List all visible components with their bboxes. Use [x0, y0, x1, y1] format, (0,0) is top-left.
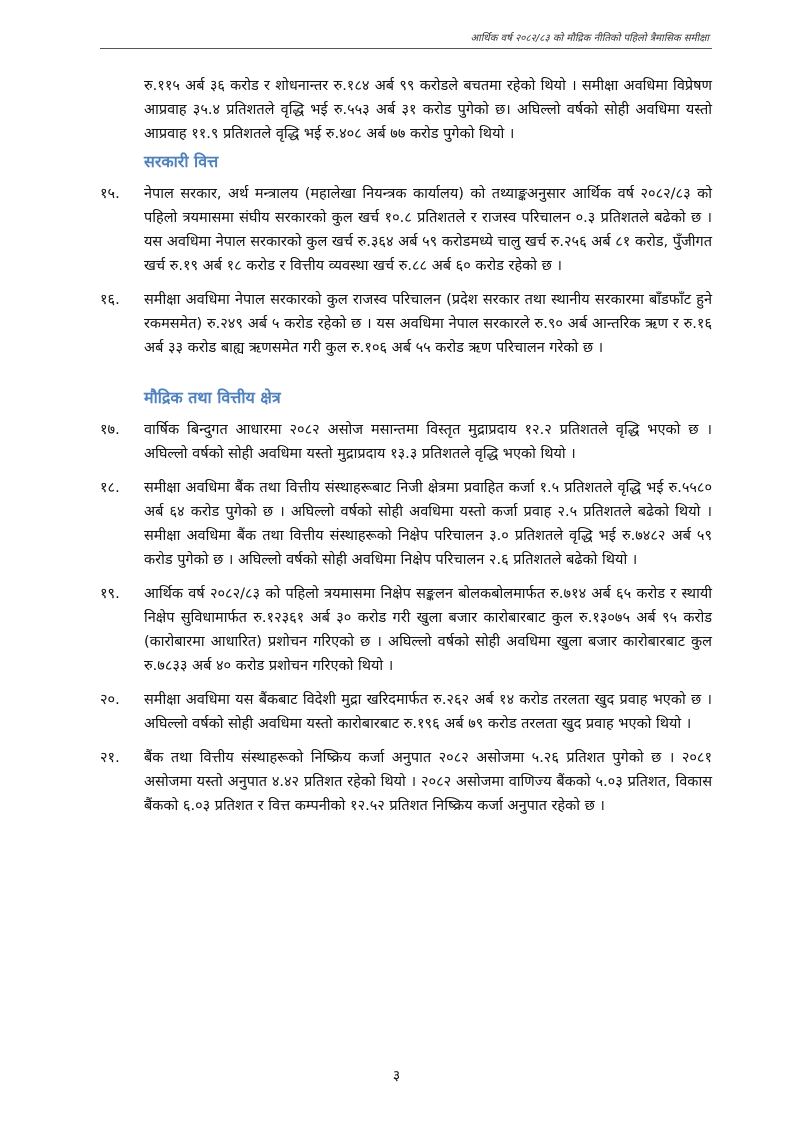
paragraph-number: १५.	[100, 186, 120, 202]
paragraph-number: २०.	[100, 692, 120, 708]
section-heading-monetary-financial: मौद्रिक तथा वित्तीय क्षेत्र	[144, 388, 281, 407]
paragraph-text: समीक्षा अवधिमा बैंक तथा वित्तीय संस्थाहरूबाट निजी क्षेत्रमा प्रवाहित कर्जा १.५ प्रतिशतले वृद्धि भई रु.५५८० अर्ब ६४ करोड पुगेको छ । अघिल्लो वर्षको सोही अवधिमा यस्तो कर्जा प्रवाह २.५ प्रतिशतले बढेको थियो । समीक्षा अवधिमा बैंक तथा वित्तीय संस्थाहरूको निक्षेप परिचालन ३.० प्रतिशतले वृद्धि भई रु.७४८२ अर्ब ५९ करोड पुगेको छ । अघिल्लो वर्षको सोही अवधिमा निक्षेप परिचालन २.६ प्रतिशतले बढेको थियो ।	[144, 480, 712, 568]
paragraph-17	[100, 418, 712, 466]
paragraph-15	[100, 182, 712, 278]
paragraph-number: १६.	[100, 292, 120, 308]
intro-paragraph: रु.११५ अर्ब ३६ करोड र शोधनान्तर रु.१८४ अर्ब ९९ करोडले बचतमा रहेको थियो । समीक्षा अवधिमा विप्रेषण आप्रवाह ३५.४ प्रतिशतले वृद्धि भई रु.५५३ अर्ब ३१ करोड पुगेको छ। अघिल्लो वर्षको सोही अवधिमा यस्तो आप्रवाह ११.९ प्रतिशतले वृद्धि भई रु.४०८ अर्ब ७७ करोड पुगेको थियो ।	[144, 78, 712, 142]
paragraph-19	[100, 582, 712, 678]
paragraph-text: आर्थिक वर्ष २०८२/८३ को पहिलो त्रयमासमा निक्षेप सङ्कलन बोलकबोलमार्फत रु.७१४ अर्ब ६५ करोड र स्थायी निक्षेप सुविधामार्फत रु.१२३६१ अर्ब ३० करोड गरी खुला बजार कारोबारबाट कुल रु.१३०७५ अर्ब ९५ करोड (कारोबारमा आधारित) प्रशोचन गरिएको छ । अघिल्लो वर्षको सोही अवधिमा खुला बजार कारोबारबाट कुल रु.७८३३ अर्ब ४० करोड प्रशोचन गरिएको थियो ।	[144, 586, 712, 674]
paragraph-number: २१.	[100, 750, 120, 766]
paragraph-number: १७.	[100, 422, 120, 438]
paragraph-16	[100, 288, 712, 360]
paragraph-text: बैंक तथा वित्तीय संस्थाहरूको निष्क्रिय कर्जा अनुपात २०८२ असोजमा ५.२६ प्रतिशत पुगेको छ । २०८१ असोजमा यस्तो अनुपात ४.४२ प्रतिशत रहेको थियो । २०८२ असोजमा वाणिज्य बैंकको ५.०३ प्रतिशत, विकास बैंकको ६.०३ प्रतिशत र वित्त कम्पनीको १२.५२ प्रतिशत निष्क्रिय कर्जा अनुपात रहेको छ ।	[144, 750, 712, 814]
running-header: आर्थिक वर्ष २०८२/८३ को मौद्रिक नीतिको पहिलो त्रैमासिक समीक्षा	[470, 33, 709, 44]
page-number: ३	[392, 1068, 401, 1084]
header-rule	[100, 48, 712, 49]
page-content	[100, 74, 712, 828]
section-heading-government-finance: सरकारी वित्त	[144, 152, 219, 171]
paragraph-text: वार्षिक बिन्दुगत आधारमा २०८२ असोज मसान्तमा विस्तृत मुद्राप्रदाय १२.२ प्रतिशतले वृद्धि भएको छ । अघिल्लो वर्षको सोही अवधिमा यस्तो मुद्राप्रदाय १३.३ प्रतिशतले वृद्धि भएको थियो ।	[144, 422, 712, 462]
paragraph-number: १९.	[100, 586, 120, 602]
paragraph-21	[100, 746, 712, 818]
paragraph-18	[100, 476, 712, 572]
paragraph-text: नेपाल सरकार, अर्थ मन्त्रालय (महालेखा नियन्त्रक कार्यालय) को तथ्याङ्कअनुसार आर्थिक वर्ष २०८२/८३ को पहिलो त्रयमासमा संघीय सरकारको कुल खर्च १०.८ प्रतिशतले र राजस्व परिचालन ०.३ प्रतिशतले बढेको छ । यस अवधिमा नेपाल सरकारको कुल खर्च रु.३६४ अर्ब ५९ करोडमध्ये चालु खर्च रु.२५६ अर्ब ८१ करोड, पुँजीगत खर्च रु.१९ अर्ब १८ करोड र वित्तीय व्यवस्था खर्च रु.८८ अर्ब ६० करोड रहेको छ ।	[144, 186, 712, 274]
paragraph-text: समीक्षा अवधिमा नेपाल सरकारको कुल राजस्व परिचालन (प्रदेश सरकार तथा स्थानीय सरकारमा बाँडफाँट हुने रकमसमेत) रु.२४९ अर्ब ५ करोड रहेको छ । यस अवधिमा नेपाल सरकारले रु.९० अर्ब आन्तरिक ऋण र रु.१६ अर्ब ३३ करोड बाह्य ऋणसमेत गरी कुल रु.१०६ अर्ब ५५ करोड ऋण परिचालन गरेको छ ।	[144, 292, 712, 356]
paragraph-number: १८.	[100, 480, 120, 496]
paragraph-text: समीक्षा अवधिमा यस बैंकबाट विदेशी मुद्रा खरिदमार्फत रु.२६२ अर्ब १४ करोड तरलता खुद प्रवाह भएको छ । अघिल्लो वर्षको सोही अवधिमा यस्तो कारोबारबाट रु.१९६ अर्ब ७९ करोड तरलता खुद प्रवाह भएको थियो ।	[144, 692, 712, 732]
paragraph-20	[100, 688, 712, 736]
